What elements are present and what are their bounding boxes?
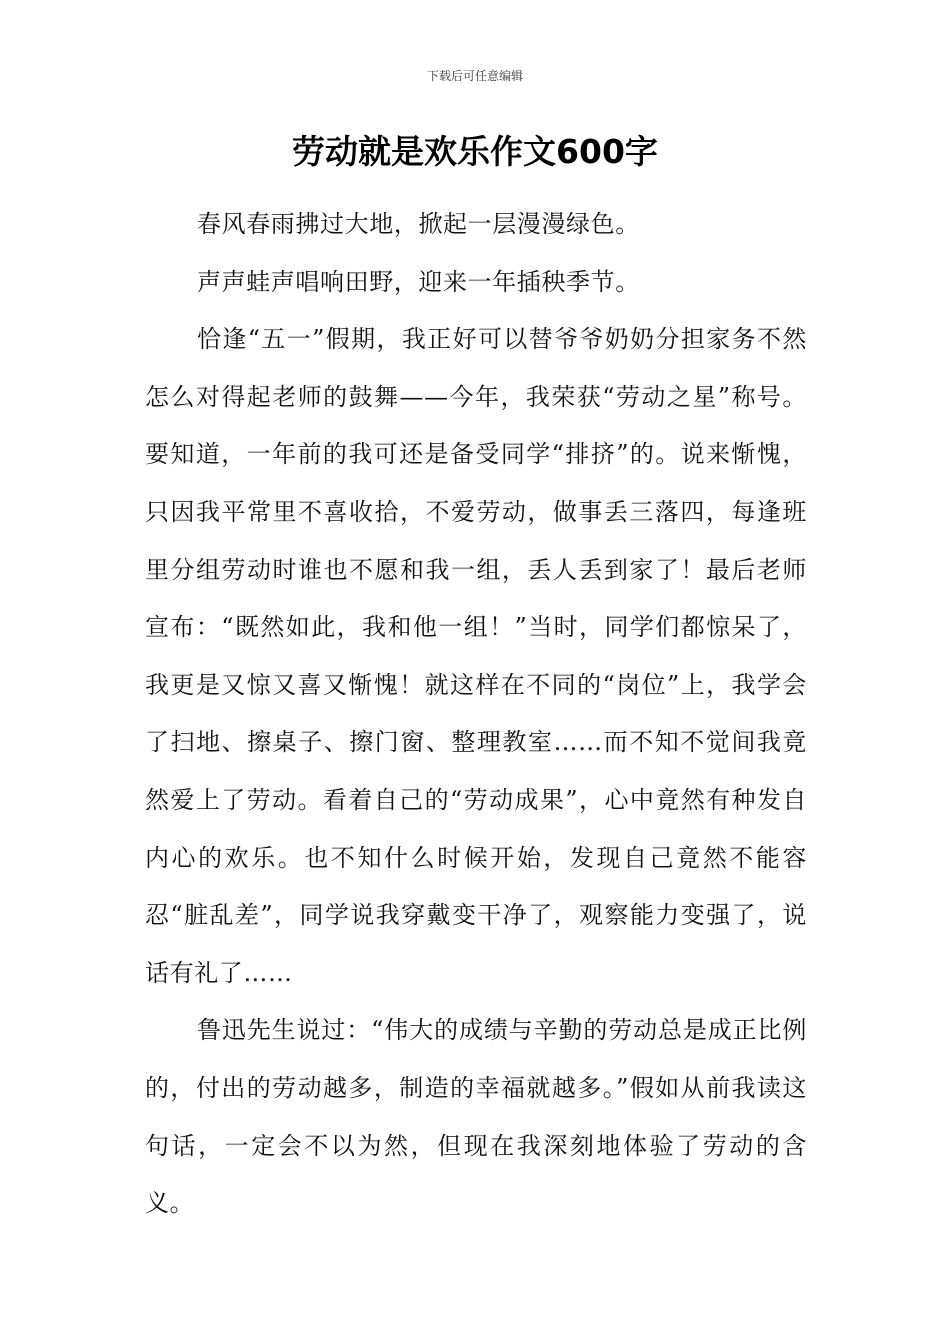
paragraph-2: 声声蛙声唱响田野，迎来一年插秧季节。 [197,267,640,296]
paragraph-1: 春风春雨拂过大地，掀起一层漫漫绿色。 [197,210,640,238]
page-title: 劳动就是欢乐作文600字 [292,132,658,171]
paragraph-4: 鲁迅先生说过：“伟大的成绩与辛勤的劳动总是成正比例的，付出的劳动越多，制造的幸福就越多。”假如从前我读这句话，一定会不以为然，但现在我深刻地体验了劳动的含义。 [145,1016,807,1218]
essay-body [145,196,807,1233]
paragraph-3: 恰逢“五一”假期，我正好可以替爷爷奶奶分担家务不然怎么对得起老师的鼓舞——今年，我荣获“劳动之星”称号。要知道，一年前的我可还是备受同学“排挤”的。说来惭愧，只因我平常里不喜收拾，不爱劳动，做事丢三落四，每逢班里分组劳动时谁也不愿和我一组，丢人丢到家了！最后老师宣布：“既然如此，我和他一组！”当时，同学们都惊呆了，我更是又惊又喜又惭愧！就这样在不同的“岗位”上，我学会了扫地、擦桌子、擦门窗、整理教室……而不知不觉间我竟然爱上了劳动。看着自己的“劳动成果”，心中竟然有种发自内心的欢乐。也不知什么时候开始，发现自己竟然不能容忍“脏乱差”，同学说我穿戴变干净了，观察能力变强了，说话有礼了…… [145,325,807,987]
header-note: 下载后可任意编辑 [426,69,523,83]
